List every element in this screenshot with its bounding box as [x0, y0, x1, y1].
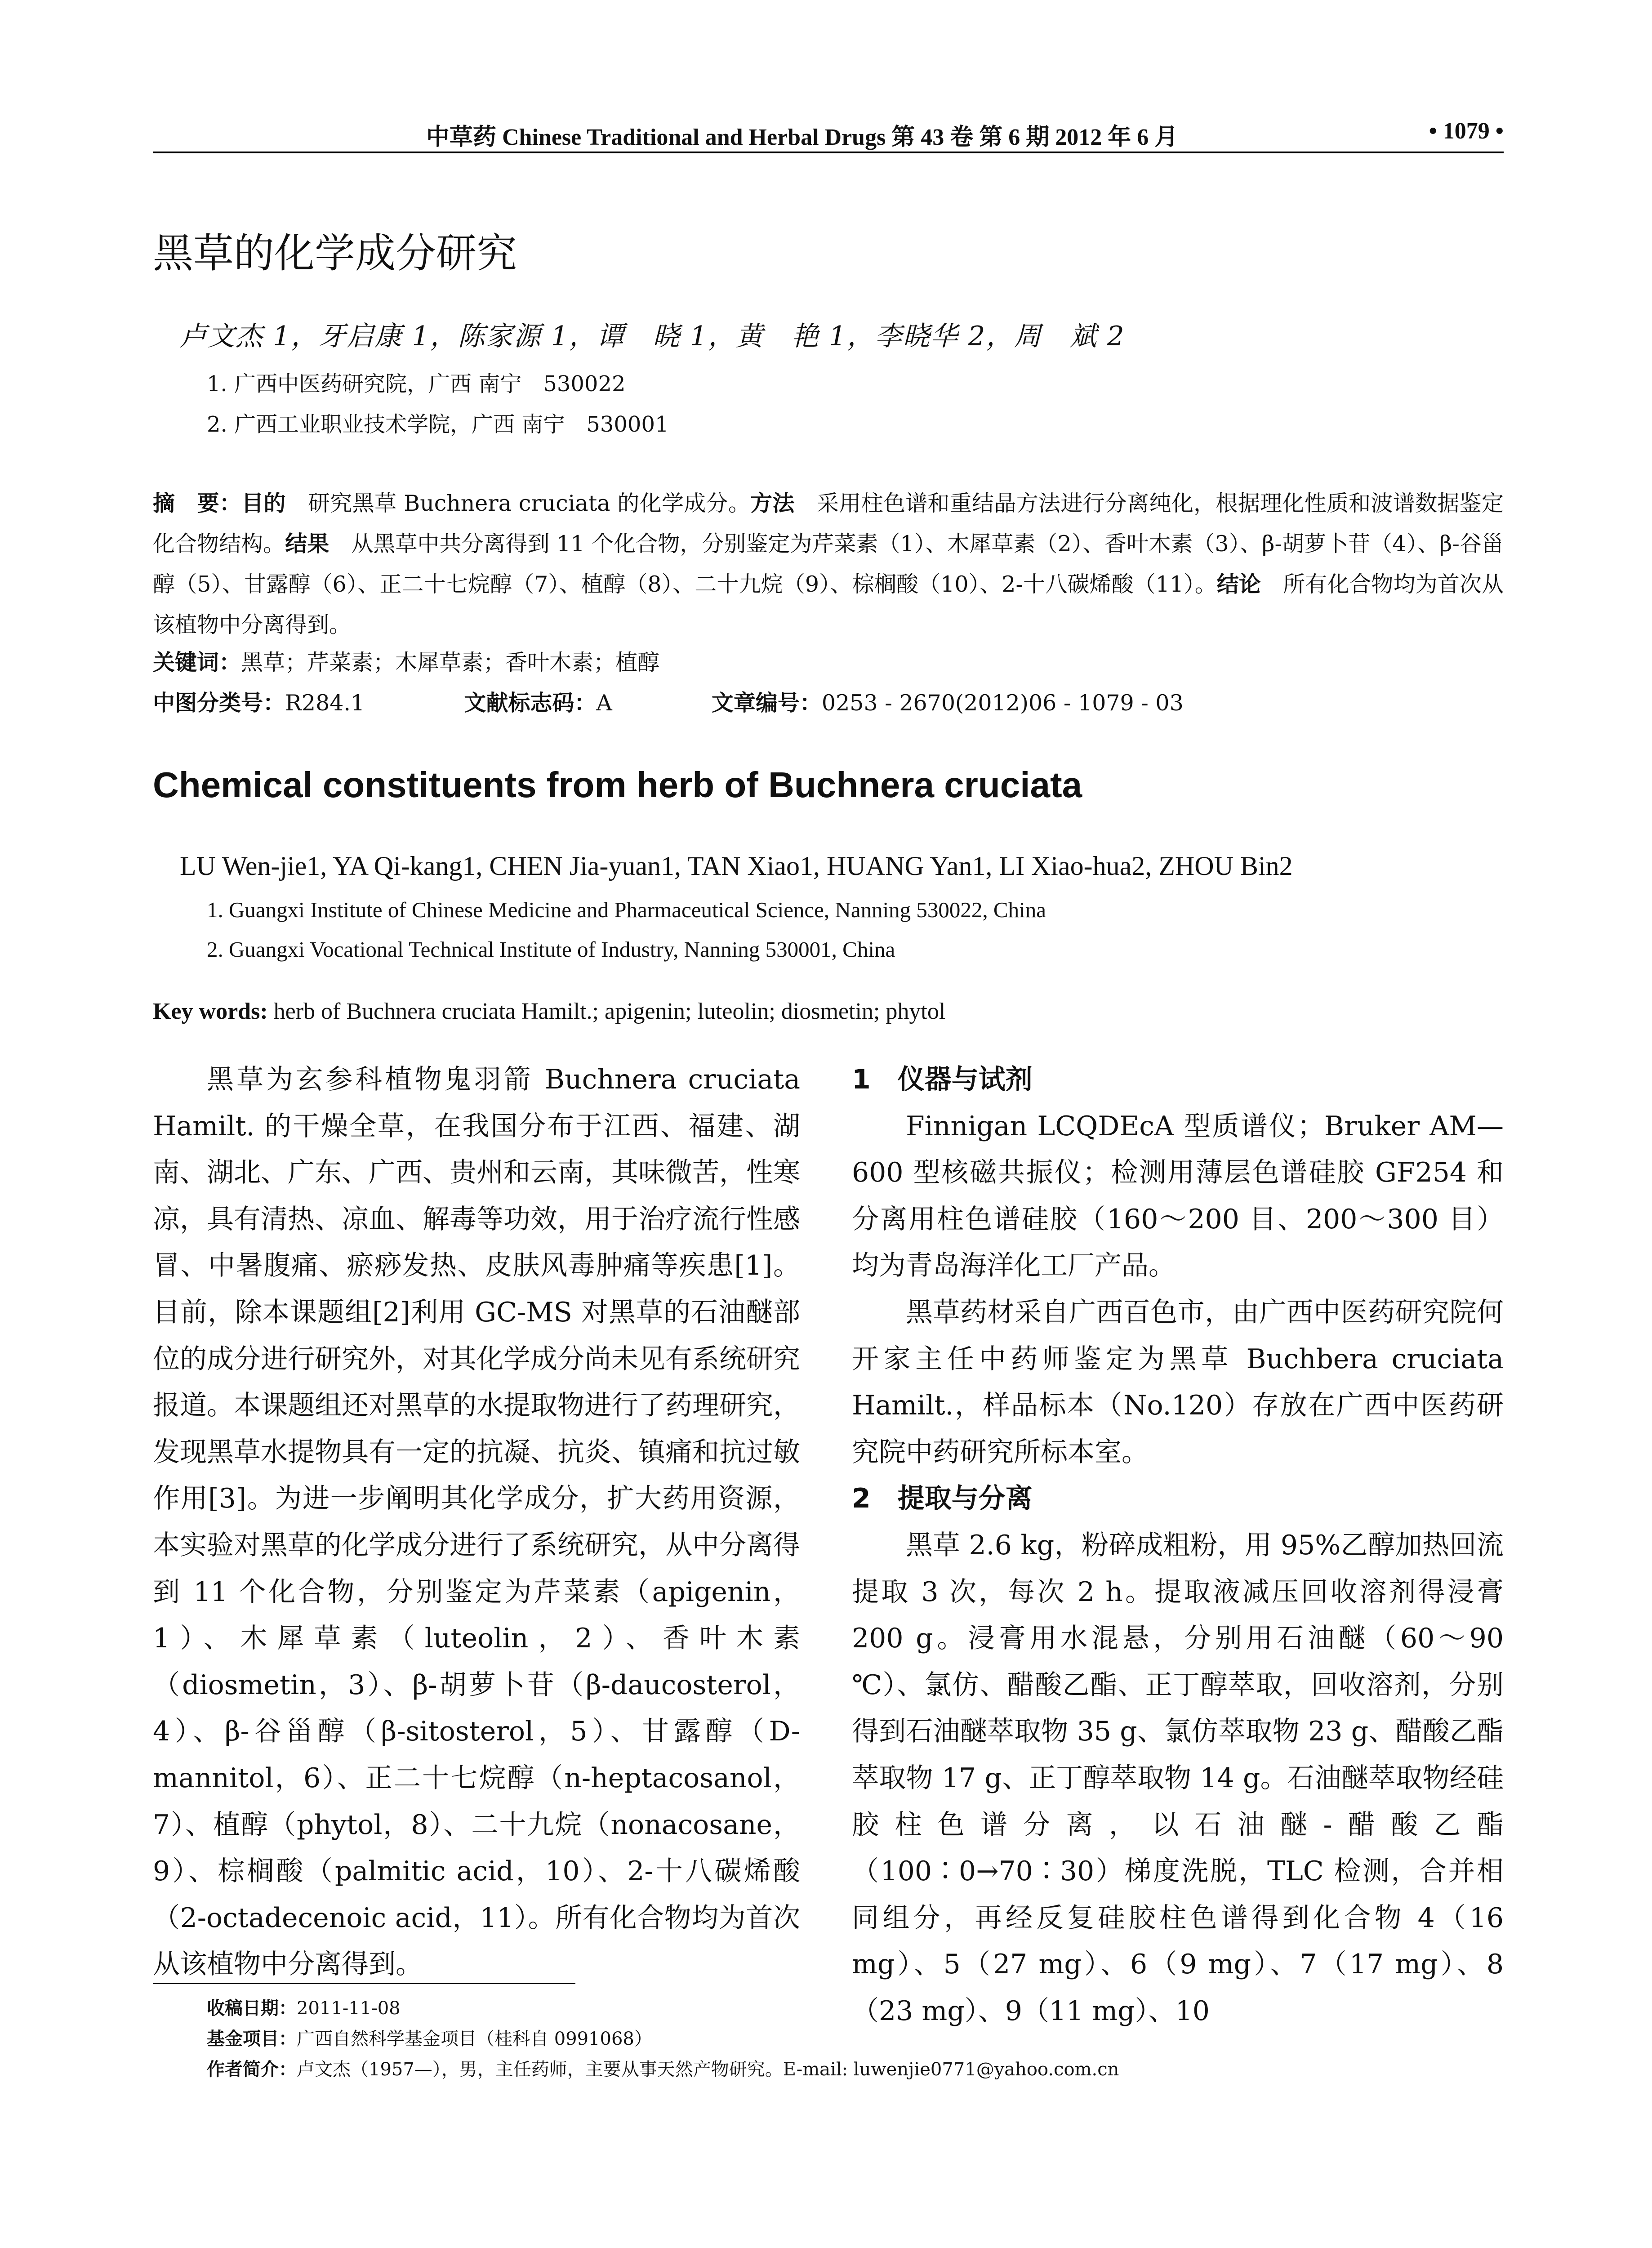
affiliation-en-2: 2. Guangxi Vocational Technical Institute of Industry, Nanning 530001, China — [207, 937, 895, 962]
author-info-text: 卢文杰（1957—），男，主任药师，主要从事天然产物研究。E-mail: luwenjie0771@yahoo.com.cn — [297, 2059, 1119, 2080]
header-rule — [153, 152, 1504, 153]
clc-value: R284.1 — [285, 690, 365, 716]
methods-label: 方法 — [750, 491, 795, 516]
methods-text: 采用柱色谱和重结晶方法进行分离纯化，根据理化性质和波谱数据鉴定化合物结构。 — [153, 491, 1504, 557]
abstract-cn — [153, 483, 1504, 645]
intro-paragraph: 黑草为玄参科植物鬼羽箭 Buchnera cruciata Hamilt. 的干燥全草，在我国分布于江西、福建、湖南、湖北、广东、广西、贵州和云南，其味微苦，性寒凉，具有清热、凉血、解毒等功效，用于治疗流行性感冒、中暑腹痛、瘀痧发热、皮肤风毒肿痛等疾患[1]。目前，除本课题组[2]利用 GC-MS 对黑草的石油醚部位的成分进行研究外，对其化学成分尚未见有系统研究报道。本课题组还对黑草的水提取物进行了药理研究，发现黑草水提物具有一定的抗凝、抗炎、镇痛和抗过敏作用[3]。为进一步阐明其化学成分，扩大药用资源，本实验对黑草的化学成分进行了系统研究，从中分离得到 11 个化合物，分别鉴定为芹菜素（apigenin，1）、木犀草素（luteolin，2）、香叶木素（diosmetin，3）、β-胡萝卜苷（β-daucosterol，4）、β-谷甾醇（β-sitosterol，5）、甘露醇（D-mannitol，6）、正二十七烷醇（n-heptacosanol，7）、植醇（phytol，8）、二十九烷（nonacosane，9）、棕榈酸（palmitic acid，10）、2-十八碳烯酸（2-octadecenoic acid，11）。所有化合物均为首次从该植物中分离得到。 — [153, 1064, 800, 1980]
results-label: 结果 — [285, 531, 330, 557]
results-text: 从黑草中共分离得到 11 个化合物，分别鉴定为芹菜素（1）、木犀草素（2）、香叶木素（3）、β-胡萝卜苷（4）、β-谷甾醇（5）、甘露醇（6）、正二十七烷醇（7）、植醇（8）、二十九烷（9）、棕榈酸（10）、2-十八碳烯酸（11）。 — [153, 531, 1504, 597]
title-en: Chemical constituents from herb of Buchnera cruciata — [153, 765, 1082, 805]
journal-header: 中草药 Chinese Traditional and Herbal Drugs 第 43 卷 第 6 期 2012 年 6 月 — [426, 125, 1178, 150]
conclusion-text: 所有化合物均为首次从该植物中分离得到。 — [153, 571, 1504, 638]
keywords-en — [153, 998, 945, 1025]
footnote-fund — [207, 2025, 652, 2050]
body-column-right — [852, 1057, 1504, 2034]
footnote-rule — [153, 1983, 575, 1984]
footnote-author — [207, 2055, 1119, 2081]
received-label: 收稿日期： — [207, 1998, 297, 2019]
authors-cn: 卢文杰 1，牙启康 1，陈家源 1，谭 晓 1，黄 艳 1，李晓华 2，周 斌 2 — [180, 321, 1125, 352]
classification-line — [153, 686, 1184, 717]
section-2-paragraph-1: 黑草 2.6 kg，粉碎成粗粉，用 95%乙醇加热回流提取 3 次，每次 2 h。提取液减压回收溶剂得浸膏 200 g。浸膏用水混悬，分别用石油醚（60～90 ℃）、氯仿、醋酸乙酯、正丁醇萃取，回收溶剂，分别得到石油醚萃取物 35 g、氯仿萃取物 23 g、醋酸乙酯萃取物 17 g、正丁醇萃取物 14 g。石油醚萃取物经硅胶柱色谱分离，以石油醚-醋酸乙酯（100∶0→70∶30）梯度洗脱，TLC 检测，合并相同组分，再经反复硅胶柱色谱得到化合物 4（16 mg）、5（27 mg）、6（9 mg）、7（17 mg）、8（23 mg）、9（11 mg）、10 — [852, 1529, 1504, 2027]
section-1-heading: 1 仪器与试剂 — [852, 1064, 1033, 1095]
affiliation-en-1: 1. Guangxi Institute of Chinese Medicine and Pharmaceutical Science, Nanning 530022, China — [207, 897, 1046, 922]
affiliation-cn-2: 2. 广西工业职业技术学院，广西 南宁 530001 — [207, 412, 669, 437]
page-number: • 1079 • — [1429, 118, 1504, 144]
section-1-paragraph-1: Finnigan LCQDEcA 型质谱仪；Bruker AM—600 型核磁共振仪；检测用薄层色谱硅胶 GF254 和分离用柱色谱硅胶（160～200 目、200～300 目）均为青岛海洋化工厂产品。 — [852, 1110, 1504, 1282]
fund-text: 广西自然科学基金项目（桂科自 0991068） — [297, 2029, 652, 2049]
footnote-received — [207, 1994, 401, 2020]
keywords-cn-label: 关键词： — [153, 650, 241, 675]
authors-en: LU Wen-jie1, YA Qi-kang1, CHEN Jia-yuan1, TAN Xiao1, HUANG Yan1, LI Xiao-hua2, ZHOU Bin2 — [180, 851, 1293, 881]
objective-label: 目的 — [241, 491, 286, 516]
clc-label: 中图分类号： — [153, 690, 285, 716]
title-cn: 黑草的化学成分研究 — [153, 230, 517, 277]
doc-code-value: A — [596, 690, 612, 716]
article-no-label: 文章编号： — [711, 690, 822, 716]
section-1-paragraph-2: 黑草药材采自广西百色市，由广西中医药研究院何开家主任中药师鉴定为黑草 Buchbera cruciata Hamilt.，样品标本（No.120）存放在广西中医药研究院中药研究所标本室。 — [852, 1296, 1504, 1468]
doc-code-label: 文献标志码： — [464, 690, 597, 716]
keywords-en-label: Key words: — [153, 999, 268, 1024]
affiliation-cn-1: 1. 广西中医药研究院，广西 南宁 530022 — [207, 371, 626, 397]
received-date: 2011-11-08 — [297, 1998, 401, 2019]
body-column-left — [153, 1057, 800, 1988]
abstract-label: 摘 要： — [153, 491, 242, 516]
keywords-cn-text: 黑草；芹菜素；木犀草素；香叶木素；植醇 — [241, 650, 660, 675]
keywords-en-text: herb of Buchnera cruciata Hamilt.; apigenin; luteolin; diosmetin; phytol — [273, 999, 946, 1024]
article-no-value: 0253 - 2670(2012)06 - 1079 - 03 — [821, 690, 1184, 716]
objective-text: 研究黑草 Buchnera cruciata 的化学成分。 — [308, 491, 751, 516]
fund-label: 基金项目： — [207, 2029, 297, 2049]
author-info-label: 作者简介： — [207, 2059, 297, 2080]
section-2-heading: 2 提取与分离 — [852, 1483, 1033, 1515]
keywords-cn — [153, 645, 659, 677]
conclusion-label: 结论 — [1216, 571, 1261, 597]
